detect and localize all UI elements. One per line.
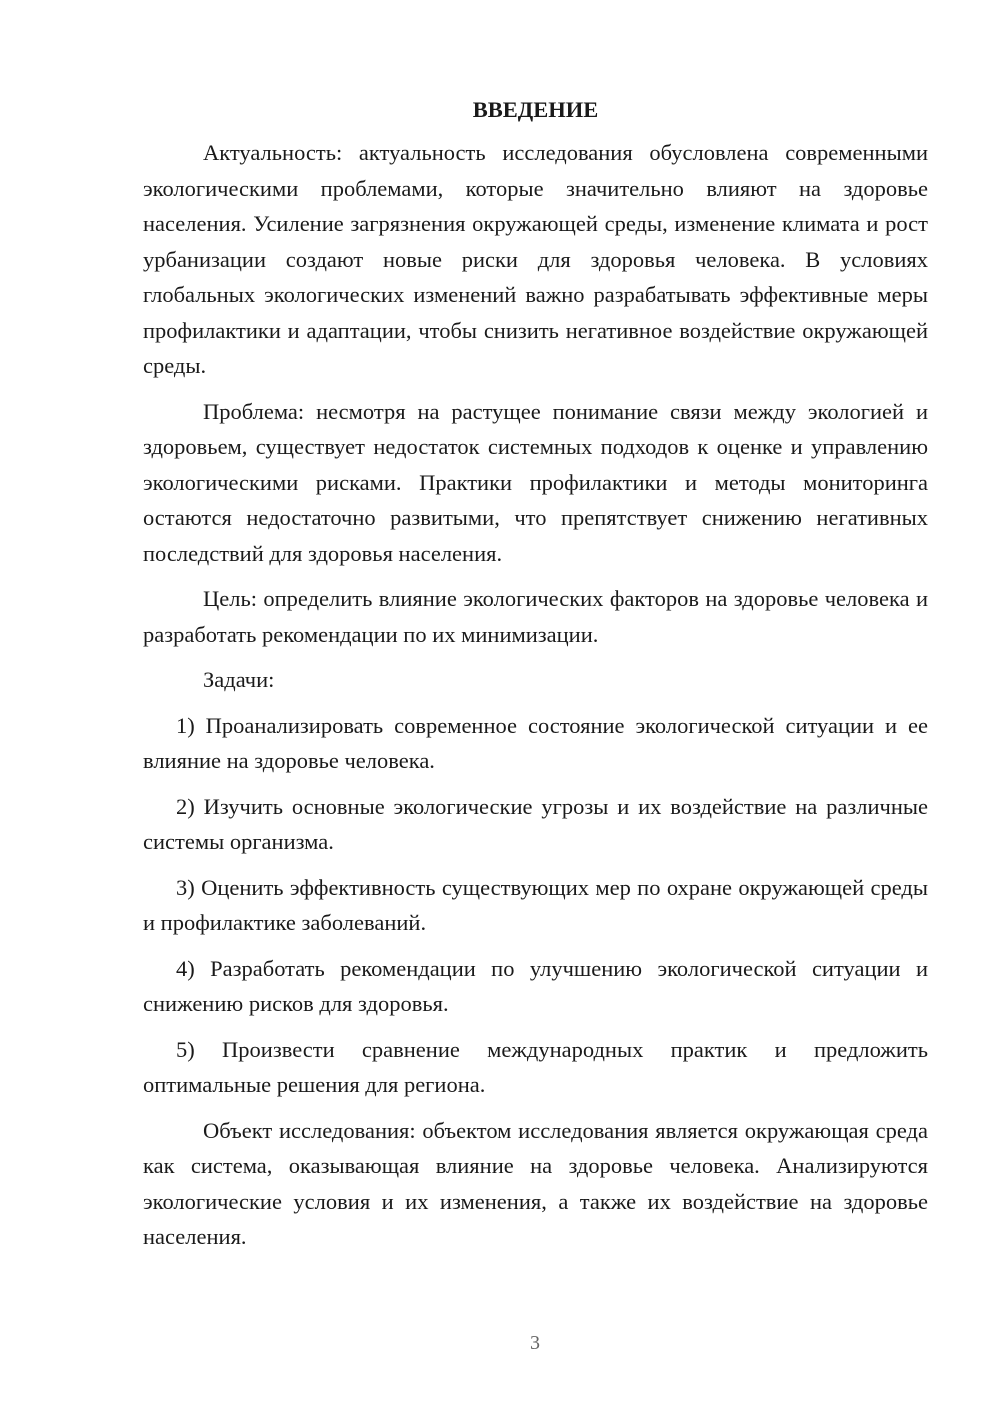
task-item: 2) Изучить основные экологические угрозы и их воздействие на различные системы организма. xyxy=(143,793,928,854)
relevance-paragraph: Актуальность: актуальность исследования обусловлена современными экологическими проблемами, которые значительно влияют на здоровье населения. Усиление загрязнения окружающей среды, изменение климата и рост урбанизации создают новые риски для здоровья человека. В условиях глобальных экологических изменений важно разрабатывать эффективные меры профилактики и адаптации, чтобы снизить негативное воздействие окружающей среды. xyxy=(143,140,928,378)
task-item: 3) Оценить эффективность существующих мер по охране окружающей среды и профилактике заболеваний. xyxy=(143,874,928,935)
task-item: 5) Произвести сравнение международных практик и предложить оптимальные решения для региона. xyxy=(143,1036,928,1097)
section-heading: ВВЕДЕНИЕ xyxy=(472,97,599,122)
problem-paragraph: Проблема: несмотря на растущее понимание связи между экологией и здоровьем, существует недостаток системных подходов к оценке и управлению экологическими рисками. Практики профилактики и методы мониторинга остаются недостаточно развитыми, что препятствует снижению негативных последствий для здоровья населения. xyxy=(143,398,928,566)
goal-paragraph: Цель: определить влияние экологических факторов на здоровье человека и разработать рекомендации по их минимизации. xyxy=(143,586,928,647)
object-paragraph: Объект исследования: объектом исследования является окружающая среда как система, оказывающая влияние на здоровье человека. Анализируются экологические условия и их изменения, а также их воздействие на здоровье населения. xyxy=(143,1117,928,1249)
page-number: 3 xyxy=(530,1332,540,1354)
page-content xyxy=(143,88,928,1265)
task-item: 4) Разработать рекомендации по улучшению экологической ситуации и снижению рисков для здоровья. xyxy=(143,955,928,1016)
tasks-label: Задачи: xyxy=(203,667,275,692)
task-item: 1) Проанализировать современное состояние экологической ситуации и ее влияние на здоровье человека. xyxy=(143,712,928,773)
